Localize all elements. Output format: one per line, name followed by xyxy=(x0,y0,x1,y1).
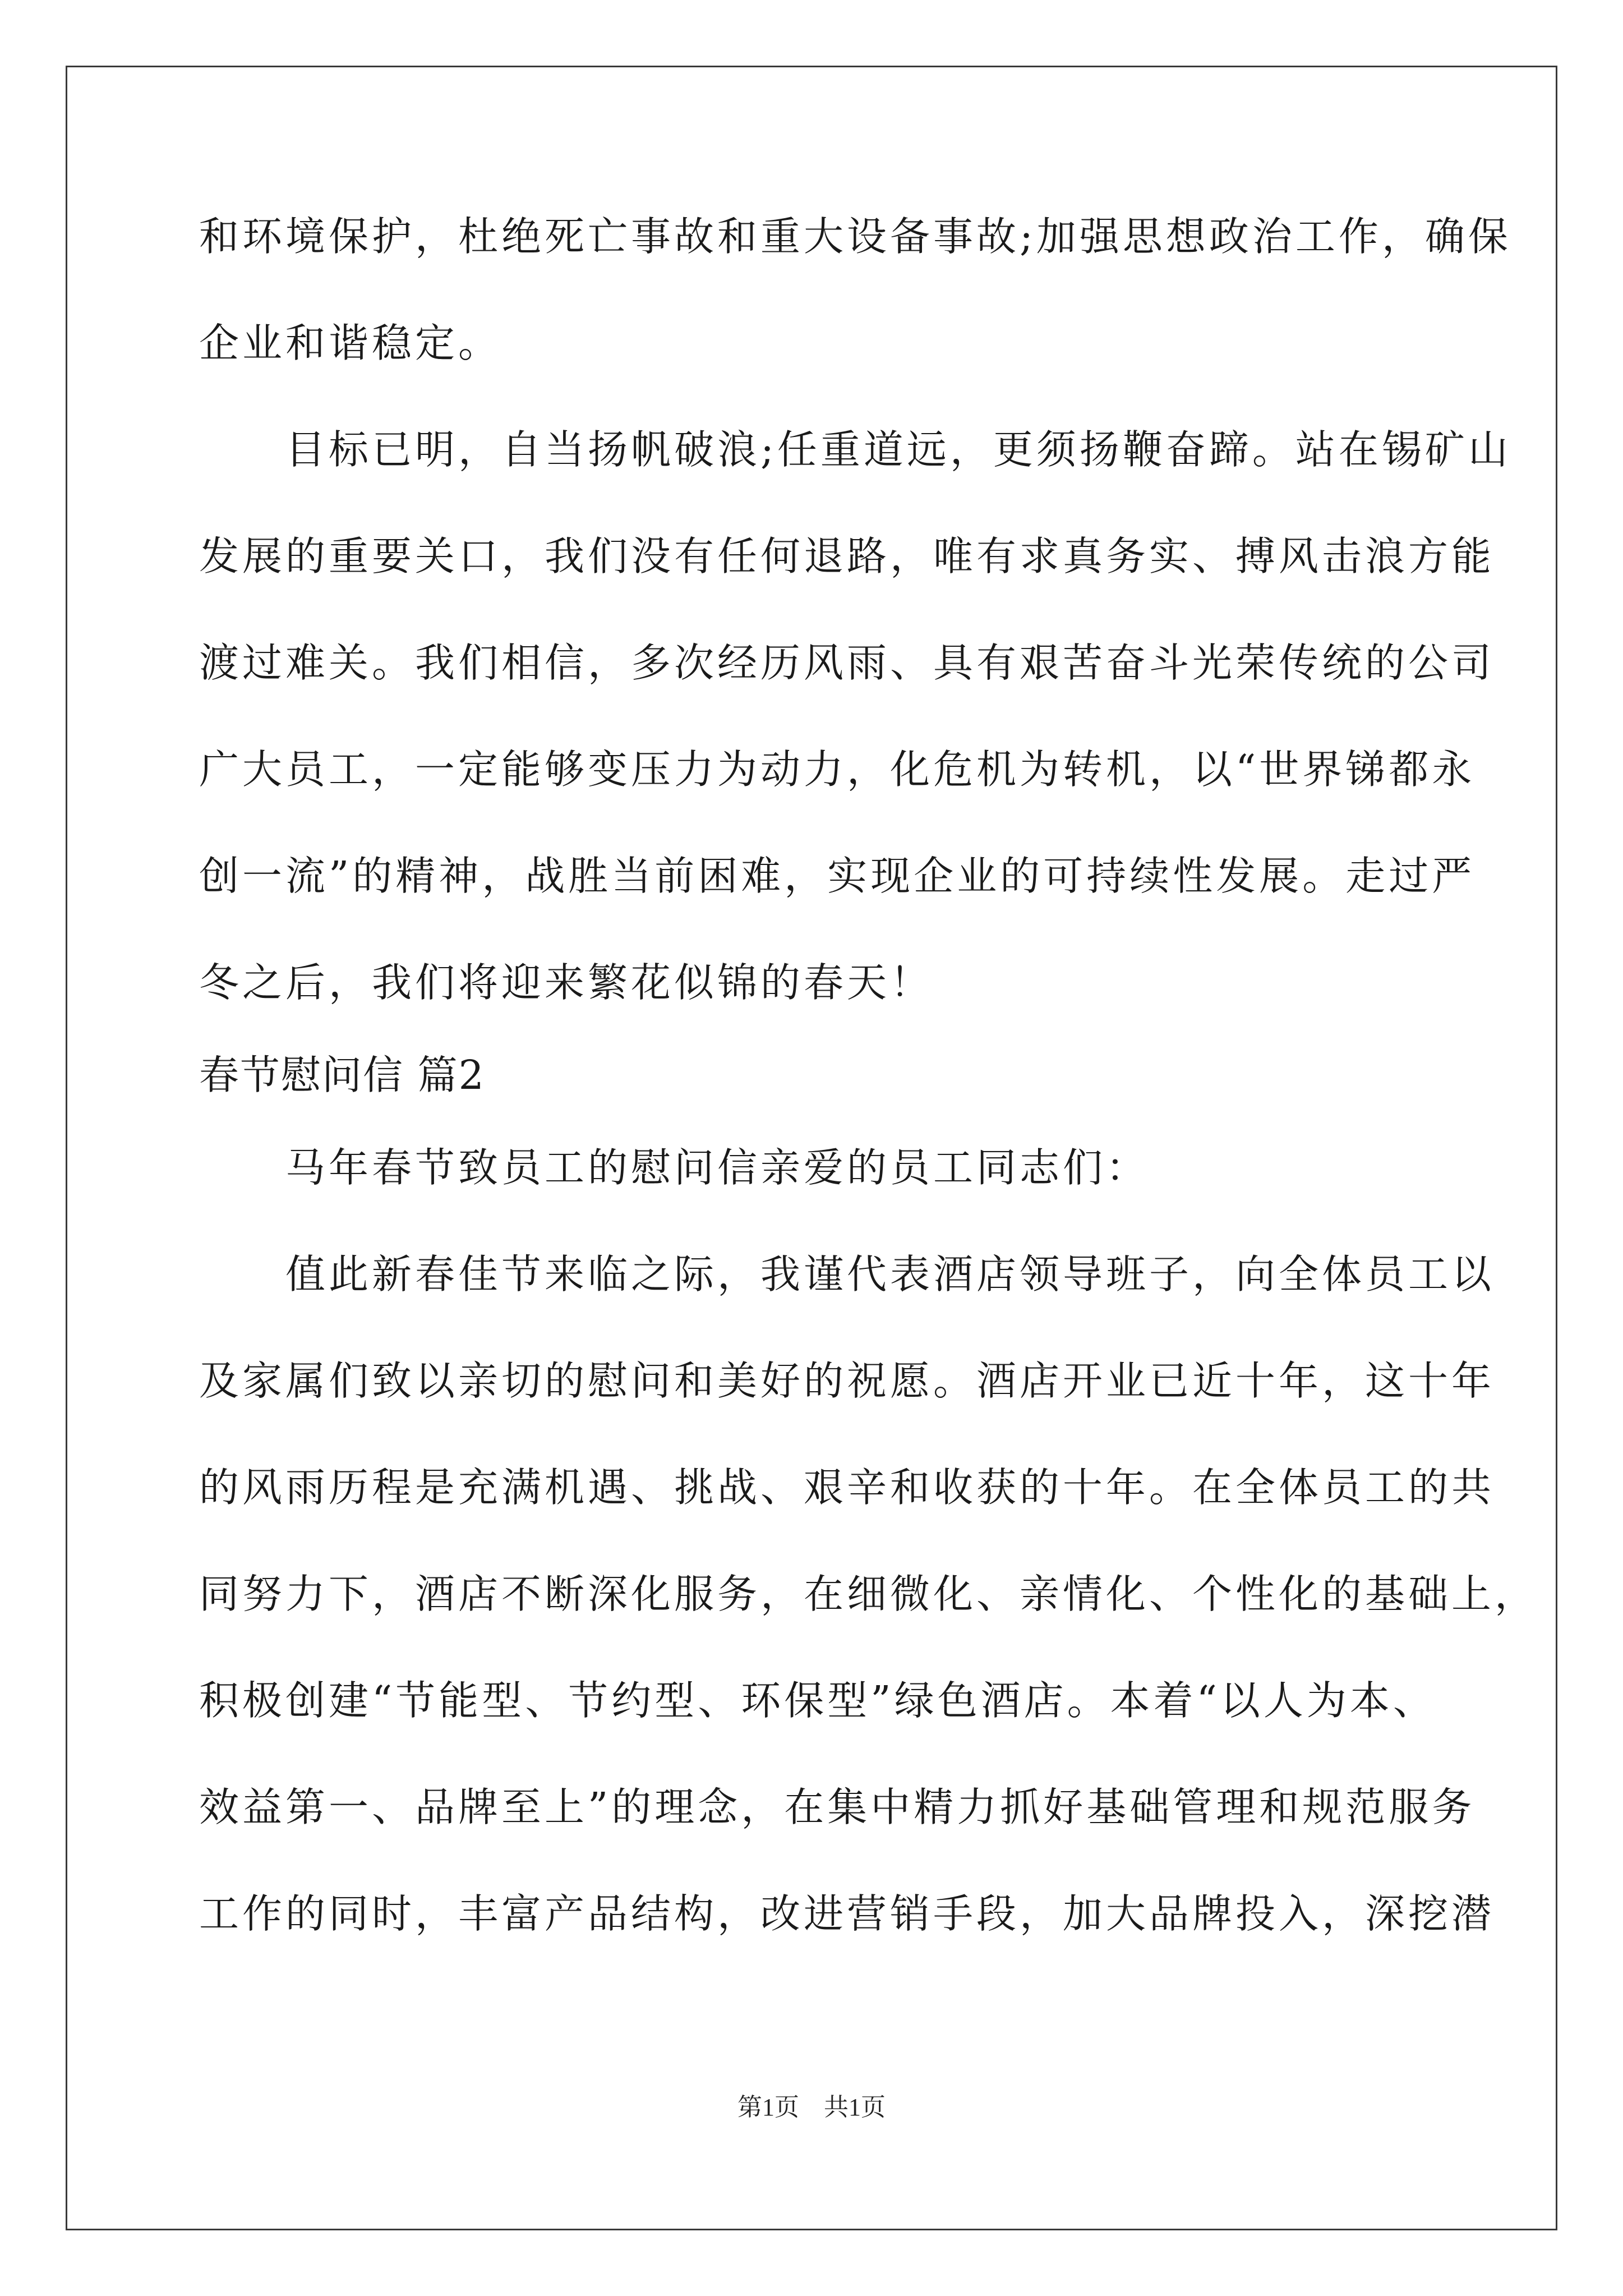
paragraph-line: 马年春节致员工的慰问信亲爱的员工同志们： xyxy=(199,1144,1150,1191)
paragraph-line: 效益第一、品牌至上”的理念，在集中精力抓好基础管理和规范服务 xyxy=(199,1784,1476,1830)
paragraph-line: 工作的同时，丰富产品结构，改进营销手段，加大品牌投入，深挖潜 xyxy=(199,1890,1495,1937)
paragraph-line: 和环境保护，杜绝死亡事故和重大设备事故;加强思想政治工作，确保 xyxy=(199,213,1511,260)
section-heading: 春节慰问信 篇2 xyxy=(199,1052,485,1098)
paragraph-line: 积极创建“节能型、节约型、环保型”绿色酒店。本着“以人为本、 xyxy=(199,1677,1436,1724)
paragraph-line: 企业和谐稳定。 xyxy=(199,320,502,366)
paragraph-line: 发展的重要关口，我们没有任何退路，唯有求真务实、搏风击浪方能 xyxy=(199,533,1495,579)
paragraph-line: 渡过难关。我们相信，多次经历风雨、具有艰苦奋斗光荣传统的公司 xyxy=(199,639,1495,686)
paragraph-line: 广大员工，一定能够变压力为动力，化危机为转机，以“世界锑都永 xyxy=(199,746,1476,793)
paragraph-line: 值此新春佳节来临之际，我谨代表酒店领导班子，向全体员工以 xyxy=(199,1251,1495,1297)
paragraph-line: 的风雨历程是充满机遇、挑战、艰辛和收获的十年。在全体员工的共 xyxy=(199,1464,1495,1511)
paragraph-line: 创一流”的精神，战胜当前困难，实现企业的可持续性发展。走过严 xyxy=(199,853,1476,899)
page-number-footer: 第1页 共1页 xyxy=(737,2093,886,2121)
paragraph-line: 及家属们致以亲切的慰问和美好的祝愿。酒店开业已近十年，这十年 xyxy=(199,1358,1495,1404)
paragraph-line: 目标已明，自当扬帆破浪;任重道远，更须扬鞭奋蹄。站在锡矿山 xyxy=(199,426,1511,473)
paragraph-line: 冬之后，我们将迎来繁花似锦的春天！ xyxy=(199,959,934,1006)
paragraph-line: 同努力下，酒店不断深化服务，在细微化、亲情化、个性化的基础上， xyxy=(199,1571,1538,1617)
